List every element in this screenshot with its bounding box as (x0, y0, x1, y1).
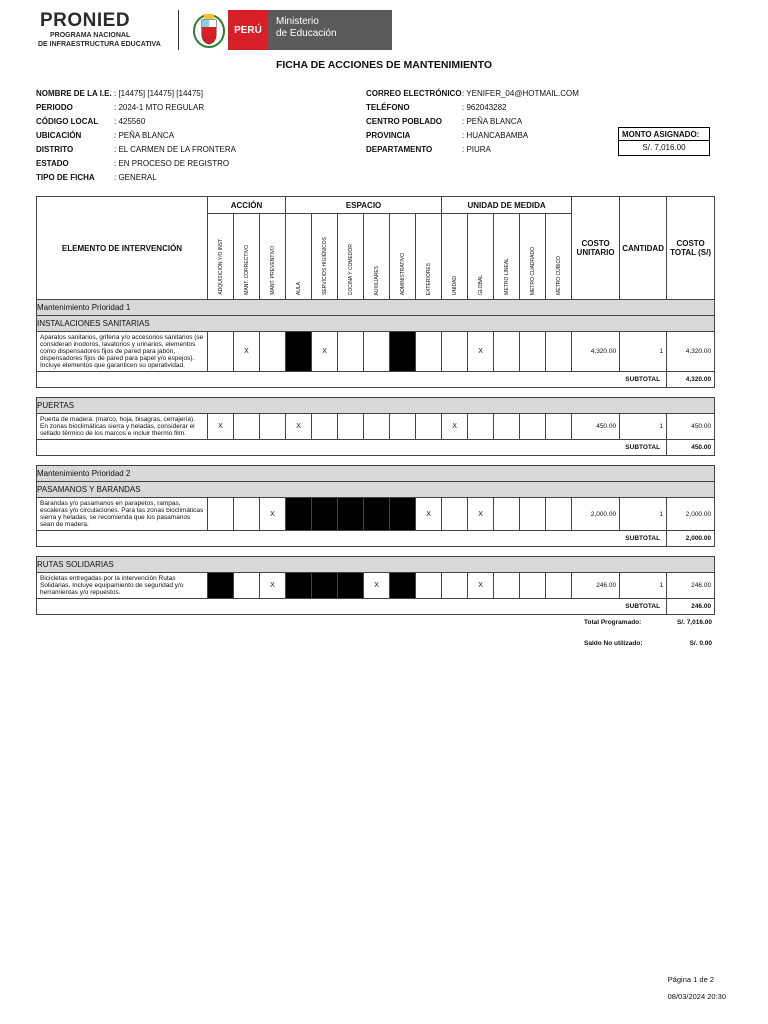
section-rutas: RUTAS SOLIDARIAS (37, 557, 715, 573)
info-row (36, 101, 236, 115)
ministerio-line-1: Ministerio (276, 16, 319, 27)
table-cell (338, 414, 364, 440)
subcol-header: SERVICIOS HIGIÉNICOS (312, 214, 338, 300)
info-label: UBICACIÓN (36, 131, 82, 140)
subcol-header: METRO LINEAL (494, 214, 520, 300)
element-description: Puerta de madera. (marco, hoja, bisagras, cerrajería). En zonas bioclimáticas sierra y heladas, considerar el sellado térmico de los marcos e incluir thermo film. (37, 414, 208, 440)
subcol-header: METRO CUADRADO (520, 214, 546, 300)
subcol-header: AUXILIARES (364, 214, 390, 300)
not-applicable-cell (390, 332, 416, 372)
not-applicable-cell (364, 498, 390, 531)
not-applicable-cell (286, 573, 312, 599)
mark-cell: X (468, 573, 494, 599)
info-value: : 2024-1 MTO REGULAR (114, 103, 205, 112)
table-cell (416, 573, 442, 599)
info-label: PROVINCIA (366, 131, 411, 140)
section-row (37, 482, 715, 498)
peru-coat-of-arms-icon (192, 12, 226, 48)
info-label: ESTADO (36, 159, 69, 168)
cantidad: 1 (620, 573, 667, 599)
not-applicable-cell (286, 332, 312, 372)
info-row (366, 115, 579, 129)
mark-cell: X (208, 414, 234, 440)
not-applicable-cell (390, 573, 416, 599)
table-cell (546, 332, 572, 372)
info-value: : [14475] [14475] [14475] (114, 89, 203, 98)
col-cantidad-header: CANTIDAD (620, 197, 667, 300)
costo-total: 2,000.00 (667, 498, 715, 531)
table-row (37, 498, 715, 531)
table-row (37, 332, 715, 372)
table-row (37, 573, 715, 599)
info-value: : PEÑA BLANCA (114, 131, 175, 140)
saldo-label: Saldo No utilizado: (584, 640, 643, 647)
not-applicable-cell (286, 498, 312, 531)
info-row (36, 115, 236, 129)
table-cell (520, 414, 546, 440)
ministerio-brand-box (268, 10, 392, 50)
not-applicable-cell (312, 498, 338, 531)
table-cell (260, 414, 286, 440)
table-cell (338, 332, 364, 372)
mark-cell: X (468, 332, 494, 372)
info-label: TELÉFONO (366, 103, 410, 112)
mark-cell: X (468, 498, 494, 531)
costo-unitario: 450.00 (572, 414, 620, 440)
not-applicable-cell (338, 498, 364, 531)
mark-cell: X (416, 498, 442, 531)
mark-cell: X (442, 414, 468, 440)
section-row (37, 466, 715, 482)
costo-unitario: 2,000.00 (572, 498, 620, 531)
subtotal-label: SUBTOTAL (37, 372, 667, 388)
table-cell (390, 414, 416, 440)
element-description: Bicicletas entregadas por la intervención Rutas Solidarias. Incluye equipamiento de seguridad y/o herramientas y/o repuestos. (37, 573, 208, 599)
subtotal-row (37, 531, 715, 547)
info-value: : EL CARMEN DE LA FRONTERA (114, 145, 236, 154)
info-right (366, 87, 579, 157)
subtotal-value: 246.00 (667, 599, 715, 615)
monto-label: MONTO ASIGNADO: (619, 128, 709, 141)
info-label: NOMBRE DE LA I.E. (36, 89, 112, 98)
col-costo-total-header: COSTO TOTAL (S/) (667, 197, 715, 300)
document-title: FICHA DE ACCIONES DE MANTENIMIENTO (275, 59, 493, 71)
table-cell (494, 332, 520, 372)
cantidad: 1 (620, 498, 667, 531)
not-applicable-cell (208, 573, 234, 599)
cantidad: 1 (620, 332, 667, 372)
table-cell (520, 498, 546, 531)
info-row (36, 87, 236, 101)
mark-cell: X (364, 573, 390, 599)
table-cell (208, 332, 234, 372)
element-description: Aparatos sanitarios, grifería y/o accesorios sanitarios (se consideran inodoros, lavatorios y urinarios, elementos como dispensadores fijos de pared para jabón, dispensadores fijos de pared para papel y/o espejos). Incluye elementos que garanticen su operatividad. (37, 332, 208, 372)
subtotal-value: 4,320.00 (667, 372, 715, 388)
costo-total: 450.00 (667, 414, 715, 440)
info-label: PERIODO (36, 103, 73, 112)
table-row (37, 414, 715, 440)
section-puertas: PUERTAS (37, 398, 715, 414)
subcol-header: EXTERIORES (416, 214, 442, 300)
info-label: CORREO ELECTRÓNICO (366, 89, 462, 98)
info-value: : 962043282 (462, 103, 507, 112)
info-value: : 425560 (114, 117, 146, 126)
cantidad: 1 (620, 414, 667, 440)
not-applicable-cell (390, 498, 416, 531)
section-row (37, 557, 715, 573)
section-row (37, 398, 715, 414)
table-cell (520, 573, 546, 599)
pronied-subtitle-1: PROGRAMA NACIONAL (50, 32, 131, 39)
table-cell (234, 573, 260, 599)
subcol-header: AULA (286, 214, 312, 300)
info-value: : PIURA (462, 145, 491, 154)
monto-asignado-box (618, 127, 710, 156)
table-cell (234, 498, 260, 531)
subtotal-row (37, 599, 715, 615)
group-unidad-header: UNIDAD DE MEDIDA (442, 197, 572, 214)
section-row (37, 300, 715, 316)
subtotal-label: SUBTOTAL (37, 531, 667, 547)
mark-cell: X (260, 573, 286, 599)
section-prioridad-2: Mantenimiento Prioridad 2 (37, 466, 715, 482)
section-prioridad-1: Mantenimiento Prioridad 1 (37, 300, 715, 316)
pronied-logo (36, 10, 166, 52)
info-value: : YENIFER_04@HOTMAIL.COM (462, 89, 579, 98)
table-cell (312, 414, 338, 440)
mark-cell: X (260, 498, 286, 531)
subtotal-label: SUBTOTAL (37, 599, 667, 615)
saldo-value: S/. 0.00 (689, 640, 712, 647)
mark-cell: X (312, 332, 338, 372)
info-row (36, 129, 236, 143)
table-cell (442, 573, 468, 599)
info-value: : GENERAL (114, 173, 157, 182)
costo-total: 4,320.00 (667, 332, 715, 372)
subtotal-row (37, 372, 715, 388)
info-label: TIPO DE FICHA (36, 173, 95, 182)
table-cell (546, 498, 572, 531)
info-value: : HUANCABAMBA (462, 131, 529, 140)
interventions-table (36, 196, 715, 615)
logo-divider (178, 10, 179, 50)
subcol-header: ADMINISTRATIVO (390, 214, 416, 300)
subcol-header: COCINA Y COMEDOR (338, 214, 364, 300)
table-cell (234, 414, 260, 440)
info-label: CENTRO POBLADO (366, 117, 442, 126)
table-cell (494, 498, 520, 531)
info-row (366, 101, 579, 115)
table-cell (208, 498, 234, 531)
table-cell (494, 573, 520, 599)
subcol-header: MANT. PREVENTIVO (260, 214, 286, 300)
print-datetime: 08/03/2024 20:30 (667, 992, 726, 1001)
subcol-header: MANT. CORRECTIVO (234, 214, 260, 300)
info-row (36, 143, 236, 157)
info-row (36, 157, 236, 171)
subtotal-value: 2,000.00 (667, 531, 715, 547)
section-pasamanos: PASAMANOS Y BARANDAS (37, 482, 715, 498)
table-cell (468, 414, 494, 440)
table-cell (546, 573, 572, 599)
pronied-subtitle-2: DE INFRAESTRUCTURA EDUCATIVA (38, 41, 161, 48)
group-espacio-header: ESPACIO (286, 197, 442, 214)
col-costo-unitario-header: COSTO UNITARIO (572, 197, 620, 300)
table-cell (520, 332, 546, 372)
info-row (366, 129, 579, 143)
table-cell (416, 332, 442, 372)
subcol-header: GLOBAL (468, 214, 494, 300)
pronied-brand: PRONIED (40, 10, 131, 31)
table-cell (364, 414, 390, 440)
page-number: Página 1 de 2 (667, 975, 714, 984)
total-programado (584, 619, 712, 626)
table-cell (494, 414, 520, 440)
table-cell (416, 414, 442, 440)
not-applicable-cell (338, 573, 364, 599)
subtotal-label: SUBTOTAL (37, 440, 667, 456)
col-element-header: ELEMENTO DE INTERVENCIÓN (37, 197, 208, 300)
total-programado-label: Total Programado: (584, 619, 642, 626)
costo-unitario: 4,320.00 (572, 332, 620, 372)
info-label: DISTRITO (36, 145, 74, 154)
subcol-header: ADQUISICIÓN Y/O INST. (208, 214, 234, 300)
table-cell (37, 388, 715, 398)
subtotal-value: 450.00 (667, 440, 715, 456)
table-cell (546, 414, 572, 440)
info-label: CÓDIGO LOCAL (36, 117, 99, 126)
table-cell (37, 456, 715, 466)
info-row (366, 143, 579, 157)
total-programado-value: S/. 7,016.00 (676, 619, 712, 626)
info-value: : EN PROCESO DE REGISTRO (114, 159, 230, 168)
subcol-header: UNIDAD (442, 214, 468, 300)
costo-unitario: 246.00 (572, 573, 620, 599)
table-cell (37, 547, 715, 557)
info-row (366, 87, 579, 101)
monto-value: S/. 7,016.00 (642, 143, 686, 152)
section-row (37, 316, 715, 332)
peru-brand-box: PERÚ (228, 10, 268, 50)
table-cell (260, 332, 286, 372)
table-cell (364, 332, 390, 372)
ministerio-line-2: de Educación (276, 28, 337, 39)
costo-total: 246.00 (667, 573, 715, 599)
info-row (36, 171, 236, 185)
section-sanitarias: INSTALACIONES SANITARIAS (37, 316, 715, 332)
element-description: Barandas y/o pasamanos en parapetos, rampas, escaleras y/o circulaciones. Para las zonas bioclimáticas sierra y heladas, se recomienda que los pasamanos sean de madera. (37, 498, 208, 531)
subtotal-row (37, 440, 715, 456)
mark-cell: X (234, 332, 260, 372)
info-left (36, 87, 236, 185)
saldo-no-utilizado (584, 640, 712, 647)
not-applicable-cell (312, 573, 338, 599)
info-label: DEPARTAMENTO (366, 145, 433, 154)
subcol-header: METRO CÚBICO (546, 214, 572, 300)
mark-cell: X (286, 414, 312, 440)
info-value: : PEÑA BLANCA (462, 117, 523, 126)
table-cell (442, 332, 468, 372)
group-accion-header: ACCIÓN (208, 197, 286, 214)
table-cell (442, 498, 468, 531)
